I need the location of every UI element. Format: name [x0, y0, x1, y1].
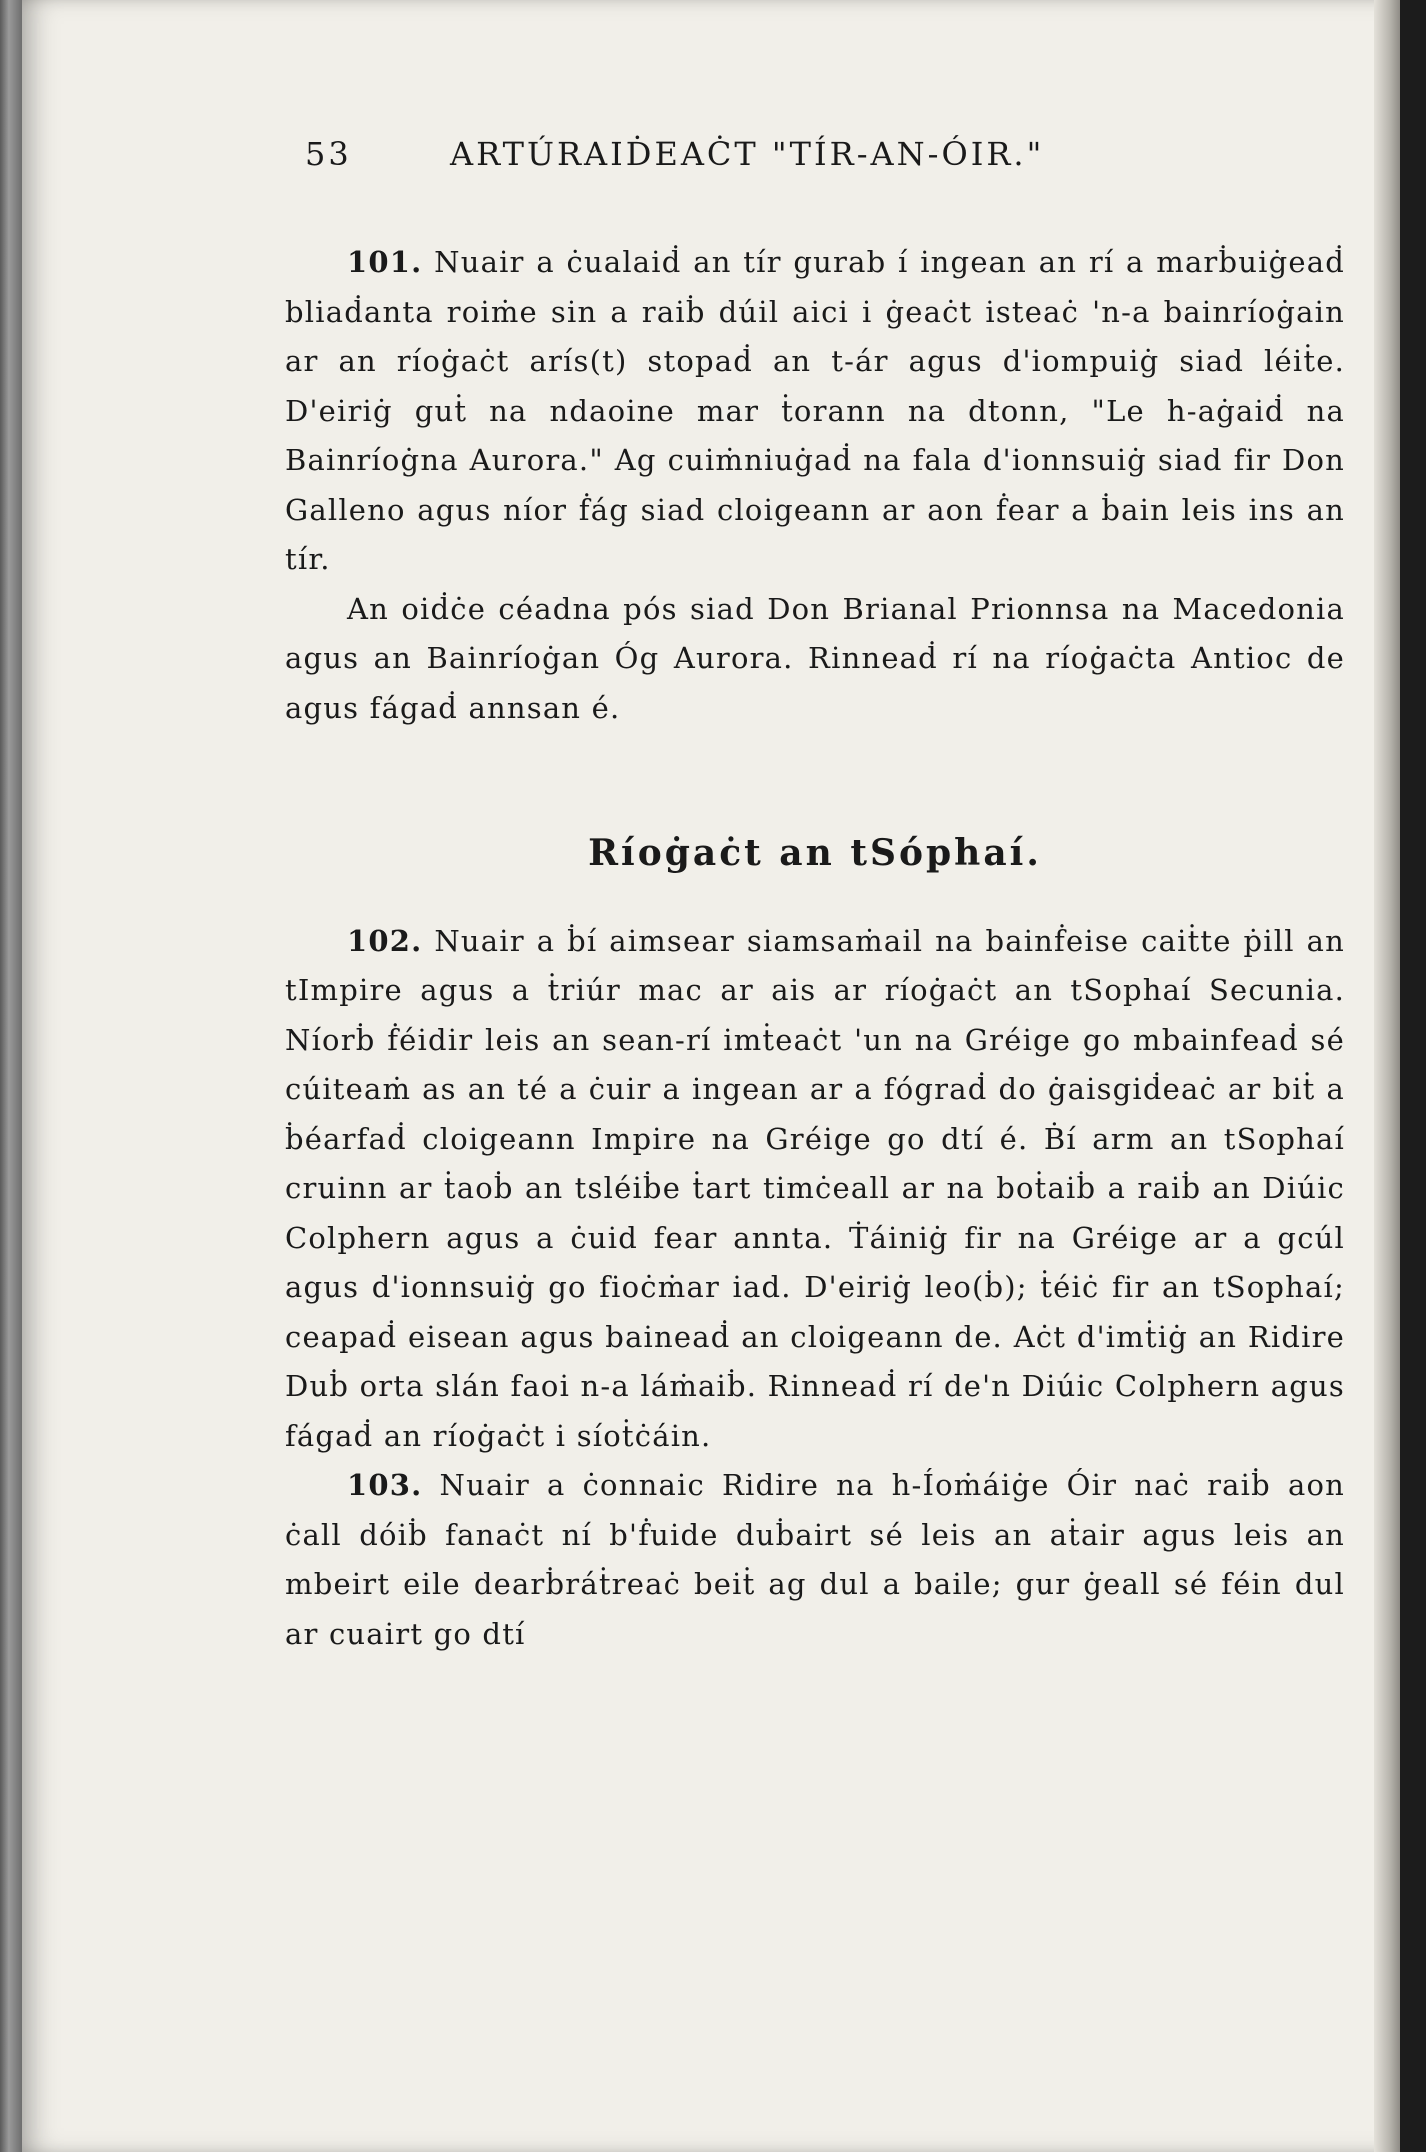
- paragraph-number: 101.: [347, 245, 423, 279]
- page-number: 53: [305, 135, 352, 173]
- paragraph-text: Nuair a ċonnaic Ridire na h-Íoṁáiġe Óir naċ raiḃ aon ċall dóiḃ fanaċt ní b'ḟuide duḃairt sé leis an aṫair agus leis an mbeirt eile dearḃráṫreaċ beiṫ ag dul a baile; gur ġeall sé féin dul ar cuairt go dtí: [285, 1468, 1346, 1651]
- paragraph-text: Nuair a ċualaiḋ an tír gurab í ingean an rí a marḃuiġeaḋ bliaḋanta roiṁe sin a raiḃ dúil aici i ġeaċt isteaċ 'n-a bainríoġain ar an ríoġaċt arís(t) stopaḋ an t-ár agus d'iompuiġ siad léiṫe. D'eiriġ guṫ na ndaoine mar ṫorann na dtonn, "Le h-aġaiḋ na Bainríoġna Aurora." Ag cuiṁniuġaḋ na fala d'ionnsuiġ siad fir Don Galleno agus níor ḟág siad cloigeann ar aon ḟear a ḃain leis ins an tír.: [285, 245, 1345, 576]
- paragraph-101: [285, 238, 1345, 585]
- paragraph-103: [285, 1461, 1345, 1659]
- paragraph-text: Nuair a ḃí aimsear siamsaṁail na bainḟeise caiṫte ṗill an tImpire agus a ṫriúr mac ar ais ar ríoġaċt an tSophaí Secunia. Níorḃ ḟéidir leis an sean-rí imṫeaċt 'un na Gréige go mbainfeaḋ sé cúiteaṁ as an té a ċuir a ingean ar a fógraḋ do ġaisgiḋeaċ ar biṫ a ḃéarfaḋ cloigeann Impire na Gréige go dtí é. Ḃí arm an tSophaí cruinn ar ṫaoḃ an tsléiḃe ṫart timċeall ar na boṫaiḃ a raiḃ an Diúic Colphern agus a ċuid fear annta. Ṫáiniġ fir na Gréige ar a gcúl agus d'ionnsuiġ go fioċṁar iad. D'eiriġ leo(ḃ); ṫéiċ fir an tSophaí; ceapaḋ eisean agus baineaḋ an cloigeann de. Aċt d'imṫiġ an Ridire Duḃ orta slán faoi n-a láṁaiḃ. Rinneaḋ rí de'n Diúic Colphern agus fágaḋ an ríoġaċt i síoṫċáin.: [285, 923, 1345, 1453]
- paragraph-101-continued: [285, 585, 1345, 734]
- book-spine-shadow: [0, 0, 22, 2152]
- paragraph-102: [285, 917, 1345, 1462]
- paragraph-number: 103.: [347, 1468, 423, 1502]
- paragraph-text: An oiḋċe céadna pós siad Don Brianal Prionnsa na Macedonia agus an Bainríoġan Óg Aurora. Rinneaḋ rí na ríoġaċta Antioc de agus fágaḋ annsan é.: [285, 591, 1345, 725]
- page-text-block: [285, 130, 1345, 1659]
- paragraph-number: 102.: [347, 923, 423, 958]
- page-edge: [1374, 0, 1400, 2152]
- running-header: [305, 130, 1345, 190]
- running-title: ARTÚRAIḊEAĊT "TÍR-AN-ÓIR.": [450, 135, 1045, 173]
- section-title: Ríoġaċt an tSóphaí.: [588, 832, 1042, 874]
